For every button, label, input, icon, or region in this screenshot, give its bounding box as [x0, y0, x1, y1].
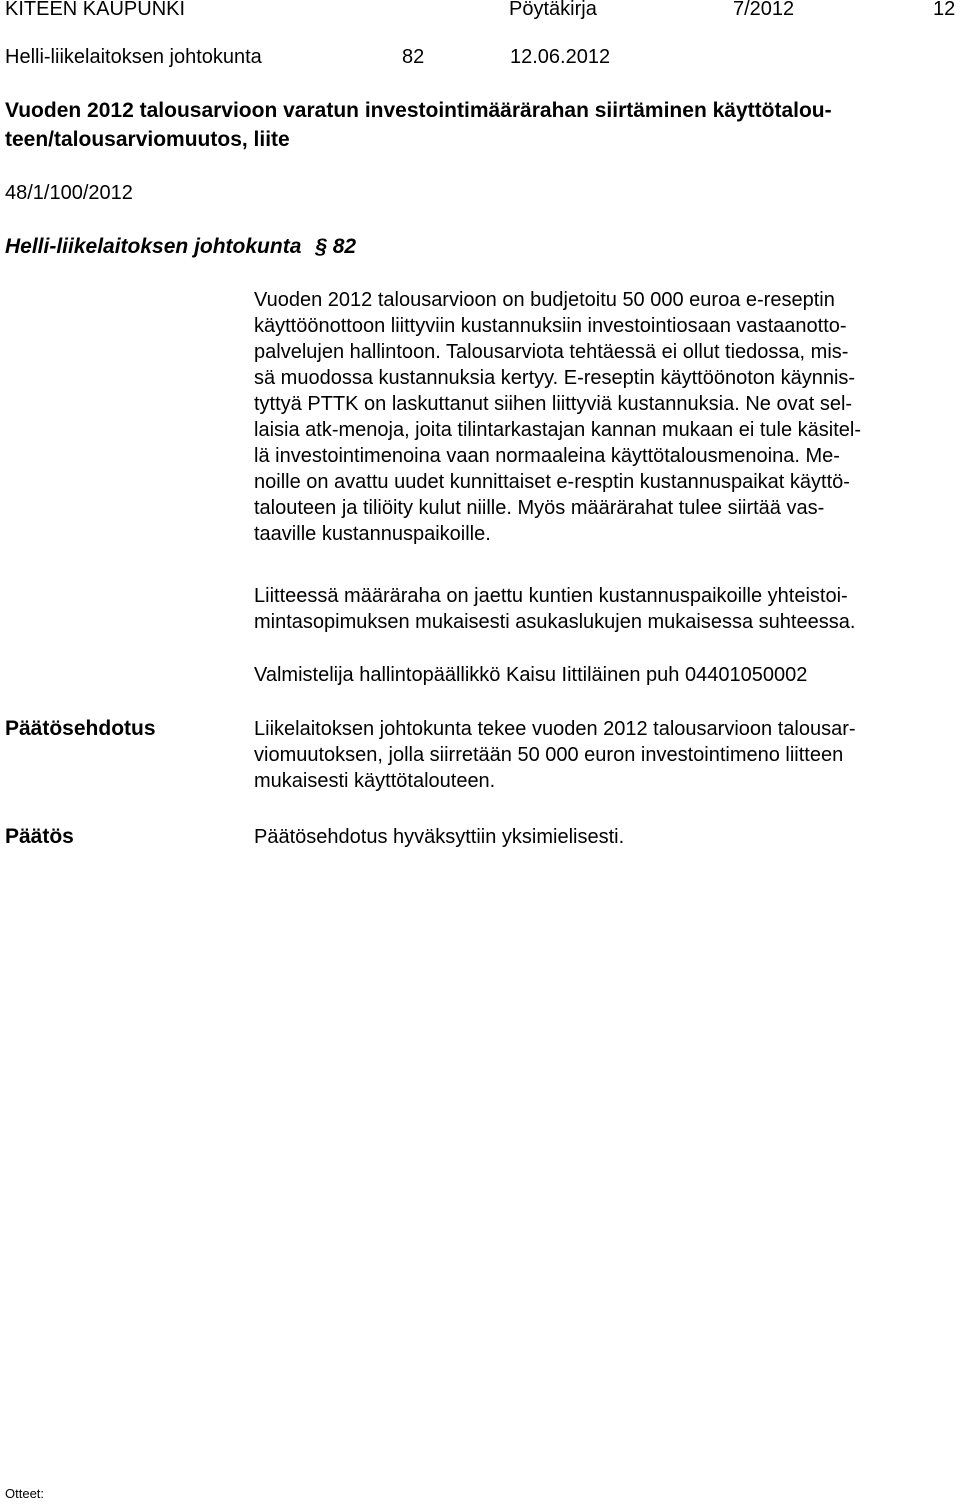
- paragraph-1-line: taaville kustannuspaikoille.: [254, 523, 491, 545]
- reference-number: 48/1/100/2012: [5, 182, 133, 204]
- paragraph-2-line: mintasopimuksen mukaisesti asukaslukujen mukaisessa suhteessa.: [254, 611, 856, 633]
- paragraph-1-line: käyttöönottoon liittyviin kustannuksiin investointiosaan vastaanotto-: [254, 315, 847, 337]
- section-number: 82: [402, 46, 425, 68]
- paragraph-1-line: sä muodossa kustannuksia kertyy. E-reseptin käyttöönoton käynnis-: [254, 367, 856, 389]
- title-line-1: Vuoden 2012 talousarvioon varatun investointimäärärahan siirtäminen käyttötalou-: [5, 99, 832, 122]
- proposal-label: Päätösehdotus: [5, 717, 156, 740]
- page-number: 12: [933, 0, 956, 20]
- section-heading-board: Helli-liikelaitoksen johtokunta: [5, 235, 302, 258]
- paragraph-1-line: laisia atk-menoja, joita tilintarkastajan kannan mukaan ei tule käsitel-: [254, 419, 861, 441]
- paragraph-1: [254, 287, 861, 547]
- proposal-line: viomuutoksen, jolla siirretään 50 000 euron investointimeno liitteen: [254, 744, 844, 766]
- section-heading-mark: § 82: [315, 235, 357, 258]
- title-line-2: teen/talousarviomuutos, liite: [5, 128, 290, 151]
- meeting-date: 12.06.2012: [510, 46, 611, 68]
- paragraph-1-line: noille on avattu uudet kunnittaiset e-resptin kustannuspaikat käyttö-: [254, 471, 850, 493]
- proposal-text: [254, 716, 856, 794]
- document-number: 7/2012: [733, 0, 795, 20]
- footer-extracts-label: Otteet:: [5, 1486, 45, 1501]
- paragraph-1-line: tyttyä PTTK on laskuttanut siihen liittyviä kustannuksia. Ne ovat sel-: [254, 393, 853, 415]
- proposal-line: Liikelaitoksen johtokunta tekee vuoden 2012 talousarvioon talousar-: [254, 718, 856, 740]
- paragraph-1-line: lä investointimenoina vaan normaaleina käyttötalousmenoina. Me-: [254, 445, 840, 467]
- preparer-line: Valmistelija hallintopäällikkö Kaisu Iittiläinen puh 04401050002: [254, 664, 808, 686]
- proposal-line: mukaisesti käyttötalouteen.: [254, 770, 496, 792]
- paragraph-2-line: Liitteessä määräraha on jaettu kuntien kustannuspaikoille yhteistoi-: [254, 585, 848, 607]
- paragraph-1-line: Vuoden 2012 talousarvioon on budjetoitu 50 000 euroa e-reseptin: [254, 289, 835, 311]
- organization-name: KITEEN KAUPUNKI: [5, 0, 186, 20]
- decision-text: Päätösehdotus hyväksyttiin yksimielisesti.: [254, 826, 625, 848]
- document-type: Pöytäkirja: [509, 0, 597, 20]
- paragraph-1-line: talouteen ja tiliöity kulut niille. Myös määrärahat tulee siirtää vas-: [254, 497, 825, 519]
- paragraph-1-line: palvelujen hallintoon. Talousarviota tehtäessä ei ollut tiedossa, mis-: [254, 341, 849, 363]
- decision-label: Päätös: [5, 825, 74, 848]
- section-heading: [5, 233, 356, 261]
- paragraph-2: [254, 583, 855, 635]
- board-name: Helli-liikelaitoksen johtokunta: [5, 46, 262, 68]
